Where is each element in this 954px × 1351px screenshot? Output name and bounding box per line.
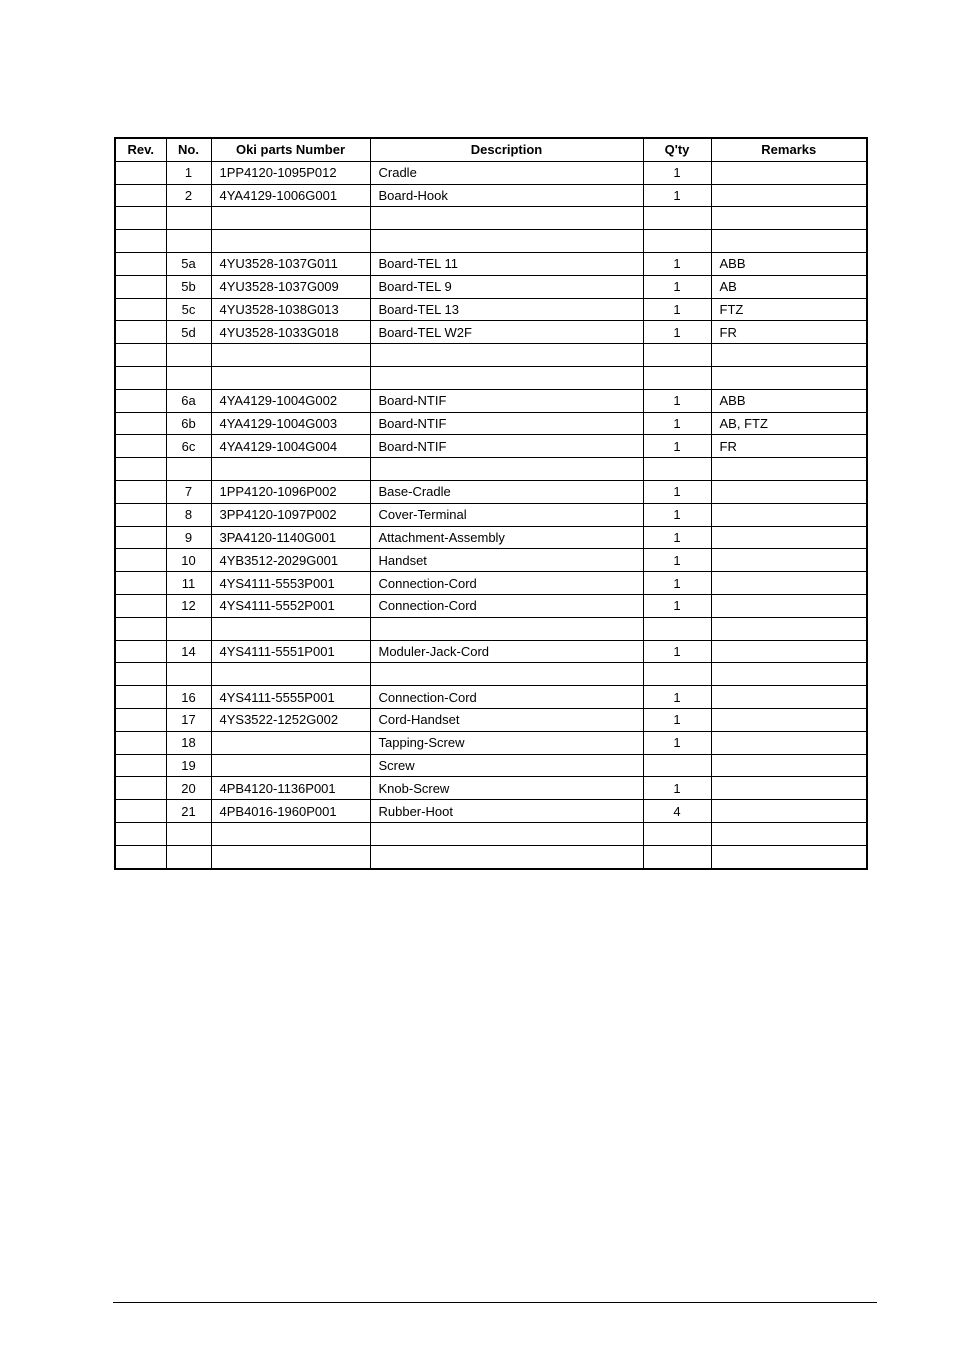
table-row: [115, 845, 867, 868]
cell-rev: [115, 412, 166, 435]
cell-remarks: FR: [711, 435, 867, 458]
cell-description: Cradle: [370, 161, 643, 184]
cell-qty: 1: [643, 708, 711, 731]
cell-parts-number: 4YU3528-1037G009: [211, 275, 370, 298]
table-row: [115, 754, 867, 777]
footer-rule: [113, 1302, 877, 1303]
cell-no: [166, 230, 211, 253]
table-row: [115, 731, 867, 754]
cell-rev: [115, 617, 166, 640]
cell-parts-number: 4PB4120-1136P001: [211, 777, 370, 800]
cell-rev: [115, 389, 166, 412]
cell-remarks: [711, 640, 867, 663]
cell-description: Connection-Cord: [370, 686, 643, 709]
cell-remarks: [711, 822, 867, 845]
cell-parts-number: [211, 207, 370, 230]
cell-rev: [115, 731, 166, 754]
cell-description: Board-NTIF: [370, 435, 643, 458]
cell-remarks: ABB: [711, 252, 867, 275]
cell-no: 16: [166, 686, 211, 709]
cell-qty: [643, 754, 711, 777]
cell-rev: [115, 686, 166, 709]
table-row: [115, 184, 867, 207]
cell-no: 5b: [166, 275, 211, 298]
cell-no: 1: [166, 161, 211, 184]
cell-description: Board-TEL 11: [370, 252, 643, 275]
cell-parts-number: 1PP4120-1095P012: [211, 161, 370, 184]
cell-description: Board-NTIF: [370, 389, 643, 412]
cell-parts-number: 4YS4111-5553P001: [211, 572, 370, 595]
table-row: [115, 686, 867, 709]
cell-rev: [115, 549, 166, 572]
cell-description: Base-Cradle: [370, 480, 643, 503]
cell-no: [166, 366, 211, 389]
cell-remarks: [711, 230, 867, 253]
cell-description: Board-NTIF: [370, 412, 643, 435]
table-row: [115, 435, 867, 458]
table-row: [115, 480, 867, 503]
cell-no: [166, 845, 211, 868]
cell-remarks: [711, 617, 867, 640]
table-row: [115, 458, 867, 481]
cell-parts-number: [211, 754, 370, 777]
cell-rev: [115, 480, 166, 503]
cell-qty: 4: [643, 800, 711, 823]
cell-no: [166, 663, 211, 686]
cell-qty: [643, 822, 711, 845]
cell-parts-number: 4YA4129-1004G002: [211, 389, 370, 412]
cell-description: [370, 207, 643, 230]
cell-parts-number: [211, 366, 370, 389]
cell-parts-number: 4YS4111-5552P001: [211, 594, 370, 617]
cell-description: Knob-Screw: [370, 777, 643, 800]
cell-remarks: [711, 800, 867, 823]
cell-parts-number: [211, 663, 370, 686]
table-row: [115, 822, 867, 845]
cell-remarks: [711, 366, 867, 389]
cell-parts-number: [211, 230, 370, 253]
cell-remarks: [711, 777, 867, 800]
cell-description: Moduler-Jack-Cord: [370, 640, 643, 663]
cell-no: 11: [166, 572, 211, 595]
cell-description: [370, 458, 643, 481]
cell-parts-number: 4YB3512-2029G001: [211, 549, 370, 572]
cell-qty: 1: [643, 503, 711, 526]
cell-rev: [115, 207, 166, 230]
table-row: [115, 708, 867, 731]
cell-remarks: [711, 708, 867, 731]
cell-rev: [115, 161, 166, 184]
cell-remarks: [711, 458, 867, 481]
cell-rev: [115, 275, 166, 298]
cell-remarks: ABB: [711, 389, 867, 412]
cell-parts-number: 4YA4129-1006G001: [211, 184, 370, 207]
cell-qty: 1: [643, 435, 711, 458]
cell-description: [370, 845, 643, 868]
cell-remarks: AB: [711, 275, 867, 298]
table-row: [115, 161, 867, 184]
cell-qty: [643, 458, 711, 481]
cell-qty: [643, 344, 711, 367]
parts-list-table: [114, 137, 868, 870]
cell-parts-number: [211, 731, 370, 754]
cell-parts-number: 4PB4016-1960P001: [211, 800, 370, 823]
table-row: [115, 572, 867, 595]
table-row: [115, 526, 867, 549]
table-row: [115, 298, 867, 321]
cell-description: [370, 663, 643, 686]
cell-parts-number: 4YS4111-5555P001: [211, 686, 370, 709]
cell-qty: 1: [643, 275, 711, 298]
cell-qty: 1: [643, 252, 711, 275]
table-row: [115, 344, 867, 367]
cell-parts-number: 4YS3522-1252G002: [211, 708, 370, 731]
cell-parts-number: 1PP4120-1096P002: [211, 480, 370, 503]
cell-no: 5d: [166, 321, 211, 344]
cell-remarks: [711, 184, 867, 207]
cell-rev: [115, 754, 166, 777]
cell-rev: [115, 298, 166, 321]
cell-remarks: FR: [711, 321, 867, 344]
cell-qty: 1: [643, 686, 711, 709]
cell-description: Screw: [370, 754, 643, 777]
cell-rev: [115, 458, 166, 481]
cell-no: 6b: [166, 412, 211, 435]
cell-rev: [115, 594, 166, 617]
cell-description: Board-Hook: [370, 184, 643, 207]
cell-parts-number: [211, 344, 370, 367]
cell-remarks: FTZ: [711, 298, 867, 321]
cell-description: Board-TEL 9: [370, 275, 643, 298]
cell-qty: [643, 845, 711, 868]
cell-qty: 1: [643, 640, 711, 663]
header-oki-parts-number: Oki parts Number: [211, 138, 370, 161]
cell-remarks: [711, 480, 867, 503]
cell-description: Handset: [370, 549, 643, 572]
cell-no: [166, 207, 211, 230]
cell-remarks: [711, 161, 867, 184]
cell-qty: [643, 663, 711, 686]
cell-no: 14: [166, 640, 211, 663]
cell-parts-number: 4YS4111-5551P001: [211, 640, 370, 663]
cell-qty: [643, 230, 711, 253]
cell-remarks: [711, 686, 867, 709]
cell-no: 6c: [166, 435, 211, 458]
cell-parts-number: [211, 822, 370, 845]
cell-qty: 1: [643, 549, 711, 572]
cell-qty: 1: [643, 777, 711, 800]
cell-description: Board-TEL W2F: [370, 321, 643, 344]
cell-remarks: [711, 503, 867, 526]
cell-no: 6a: [166, 389, 211, 412]
cell-qty: 1: [643, 389, 711, 412]
table-header-row: [115, 138, 867, 161]
cell-parts-number: 4YU3528-1038G013: [211, 298, 370, 321]
cell-remarks: [711, 572, 867, 595]
cell-remarks: [711, 549, 867, 572]
header-no: No.: [166, 138, 211, 161]
cell-no: 5c: [166, 298, 211, 321]
cell-description: Rubber-Hoot: [370, 800, 643, 823]
cell-remarks: [711, 207, 867, 230]
cell-description: [370, 344, 643, 367]
cell-rev: [115, 435, 166, 458]
cell-description: Cord-Handset: [370, 708, 643, 731]
cell-qty: [643, 207, 711, 230]
cell-remarks: AB, FTZ: [711, 412, 867, 435]
cell-remarks: [711, 594, 867, 617]
cell-rev: [115, 526, 166, 549]
cell-description: [370, 366, 643, 389]
cell-description: Board-TEL 13: [370, 298, 643, 321]
header-remarks: Remarks: [711, 138, 867, 161]
cell-qty: 1: [643, 321, 711, 344]
cell-rev: [115, 230, 166, 253]
cell-remarks: [711, 754, 867, 777]
cell-parts-number: 4YA4129-1004G003: [211, 412, 370, 435]
cell-rev: [115, 184, 166, 207]
cell-description: [370, 230, 643, 253]
cell-no: [166, 822, 211, 845]
cell-qty: 1: [643, 731, 711, 754]
header-rev: Rev.: [115, 138, 166, 161]
cell-no: [166, 458, 211, 481]
cell-qty: 1: [643, 298, 711, 321]
cell-parts-number: 4YU3528-1037G011: [211, 252, 370, 275]
cell-no: 18: [166, 731, 211, 754]
table-row: [115, 389, 867, 412]
table-row: [115, 617, 867, 640]
cell-rev: [115, 321, 166, 344]
cell-rev: [115, 845, 166, 868]
table-row: [115, 800, 867, 823]
cell-description: Connection-Cord: [370, 572, 643, 595]
cell-no: 7: [166, 480, 211, 503]
cell-remarks: [711, 526, 867, 549]
table-row: [115, 275, 867, 298]
cell-qty: 1: [643, 594, 711, 617]
table-row: [115, 777, 867, 800]
cell-no: 17: [166, 708, 211, 731]
cell-qty: 1: [643, 161, 711, 184]
cell-no: 21: [166, 800, 211, 823]
cell-no: [166, 617, 211, 640]
cell-parts-number: [211, 458, 370, 481]
cell-qty: 1: [643, 480, 711, 503]
cell-qty: [643, 366, 711, 389]
table-row: [115, 640, 867, 663]
header-qty: Q'ty: [643, 138, 711, 161]
cell-no: 20: [166, 777, 211, 800]
table-row: [115, 366, 867, 389]
cell-qty: 1: [643, 412, 711, 435]
cell-description: [370, 617, 643, 640]
cell-no: 5a: [166, 252, 211, 275]
cell-qty: [643, 617, 711, 640]
cell-no: [166, 344, 211, 367]
table-row: [115, 252, 867, 275]
cell-rev: [115, 366, 166, 389]
cell-no: 2: [166, 184, 211, 207]
cell-description: Tapping-Screw: [370, 731, 643, 754]
cell-no: 12: [166, 594, 211, 617]
cell-description: Attachment-Assembly: [370, 526, 643, 549]
cell-parts-number: 3PP4120-1097P002: [211, 503, 370, 526]
cell-rev: [115, 800, 166, 823]
cell-remarks: [711, 663, 867, 686]
cell-no: 9: [166, 526, 211, 549]
cell-description: [370, 822, 643, 845]
cell-description: Connection-Cord: [370, 594, 643, 617]
cell-qty: 1: [643, 184, 711, 207]
cell-no: 19: [166, 754, 211, 777]
table-row: [115, 663, 867, 686]
cell-rev: [115, 640, 166, 663]
cell-rev: [115, 572, 166, 595]
header-description: Description: [370, 138, 643, 161]
cell-rev: [115, 252, 166, 275]
table-row: [115, 503, 867, 526]
cell-qty: 1: [643, 572, 711, 595]
table-row: [115, 549, 867, 572]
cell-rev: [115, 503, 166, 526]
cell-no: 10: [166, 549, 211, 572]
cell-parts-number: 3PA4120-1140G001: [211, 526, 370, 549]
cell-parts-number: [211, 845, 370, 868]
cell-no: 8: [166, 503, 211, 526]
cell-parts-number: [211, 617, 370, 640]
cell-description: Cover-Terminal: [370, 503, 643, 526]
cell-parts-number: 4YU3528-1033G018: [211, 321, 370, 344]
cell-rev: [115, 822, 166, 845]
table-row: [115, 207, 867, 230]
table-row: [115, 412, 867, 435]
cell-rev: [115, 663, 166, 686]
cell-parts-number: 4YA4129-1004G004: [211, 435, 370, 458]
parts-table-body: [115, 161, 867, 868]
cell-rev: [115, 777, 166, 800]
cell-rev: [115, 708, 166, 731]
cell-remarks: [711, 344, 867, 367]
table-row: [115, 594, 867, 617]
table-row: [115, 321, 867, 344]
cell-rev: [115, 344, 166, 367]
cell-remarks: [711, 845, 867, 868]
cell-qty: 1: [643, 526, 711, 549]
table-row: [115, 230, 867, 253]
cell-remarks: [711, 731, 867, 754]
